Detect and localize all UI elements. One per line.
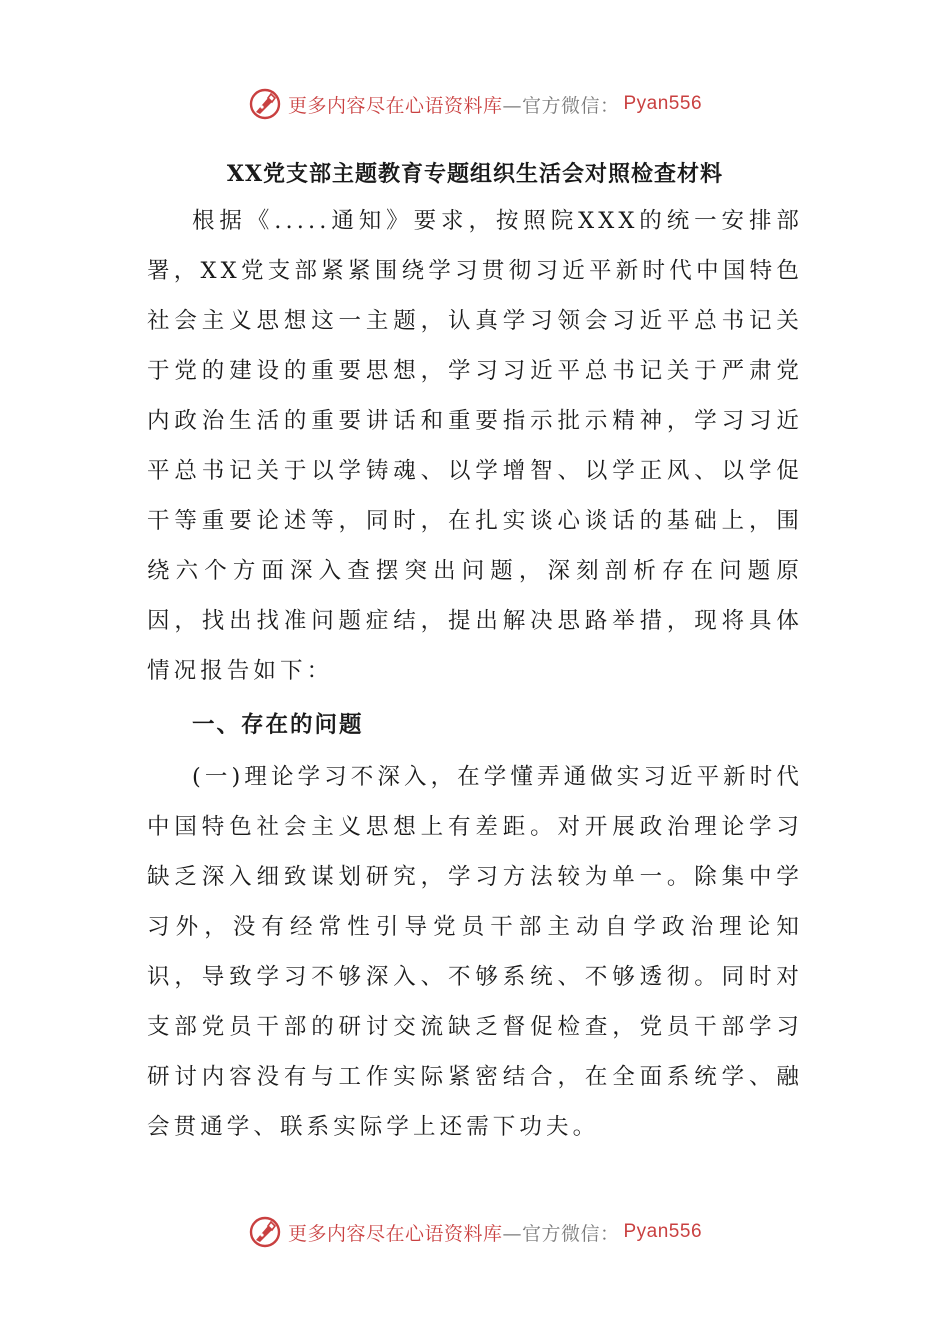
section-heading: 一、存在的问题 <box>192 712 364 738</box>
watermark-banner-bottom <box>0 1212 950 1252</box>
section-paragraph: (一)理论学习不深入，在学懂弄通做实习近平新时代中国特色社会主义思想上有差距。对开展政治理论学习缺乏深入细致谋划研究，学习方法较为单一。除集中学习外，没有经常性引导党员干部主动自学政治理论知识，导致学习不够深入、不够系统、不够透彻。同时对支部党员干部的研讨交流缺乏督促检查，党员干部学习研讨内容没有与工作实际紧密结合，在全面系统学、融会贯通学、联系实际学上还需下功夫。 <box>147 764 803 1140</box>
watermark-text <box>288 1219 702 1246</box>
watermark-text <box>288 91 702 118</box>
intro-paragraph: 根据《.....通知》要求，按照院XXX的统一安排部署，XX党支部紧紧围绕学习贯彻习近平新时代中国特色社会主义思想这一主题，认真学习领会习近平总书记关于党的建设的重要思想，学习习近平总书记关于严肃党内政治生活的重要讲话和重要指示批示精神，学习习近平总书记关于以学铸魂、以学增智、以学正风、以学促干等重要论述等，同时，在扎实谈心谈话的基础上，围绕六个方面深入查摆突出问题，深刻剖析存在问题原因，找出找准问题症结，提出解决思路举措，现将具体情况报告如下： <box>147 208 803 684</box>
watermark-official: —官方微信： <box>502 1222 620 1245</box>
watermark-wechat-id: Pyan556 <box>623 93 703 114</box>
watermark-official: —官方微信： <box>502 94 620 117</box>
document-title: XX党支部主题教育专题组织生活会对照检查材料 <box>226 161 724 187</box>
watermark-banner-top <box>0 84 950 124</box>
watermark-brand: 更多内容尽在心语资料库 <box>287 1222 503 1245</box>
document-body <box>147 152 803 1152</box>
pen-nib-logo-icon <box>248 87 282 121</box>
watermark-wechat-id: Pyan556 <box>623 1221 703 1242</box>
pen-nib-logo-icon <box>248 1215 282 1249</box>
watermark-brand: 更多内容尽在心语资料库 <box>287 94 503 117</box>
